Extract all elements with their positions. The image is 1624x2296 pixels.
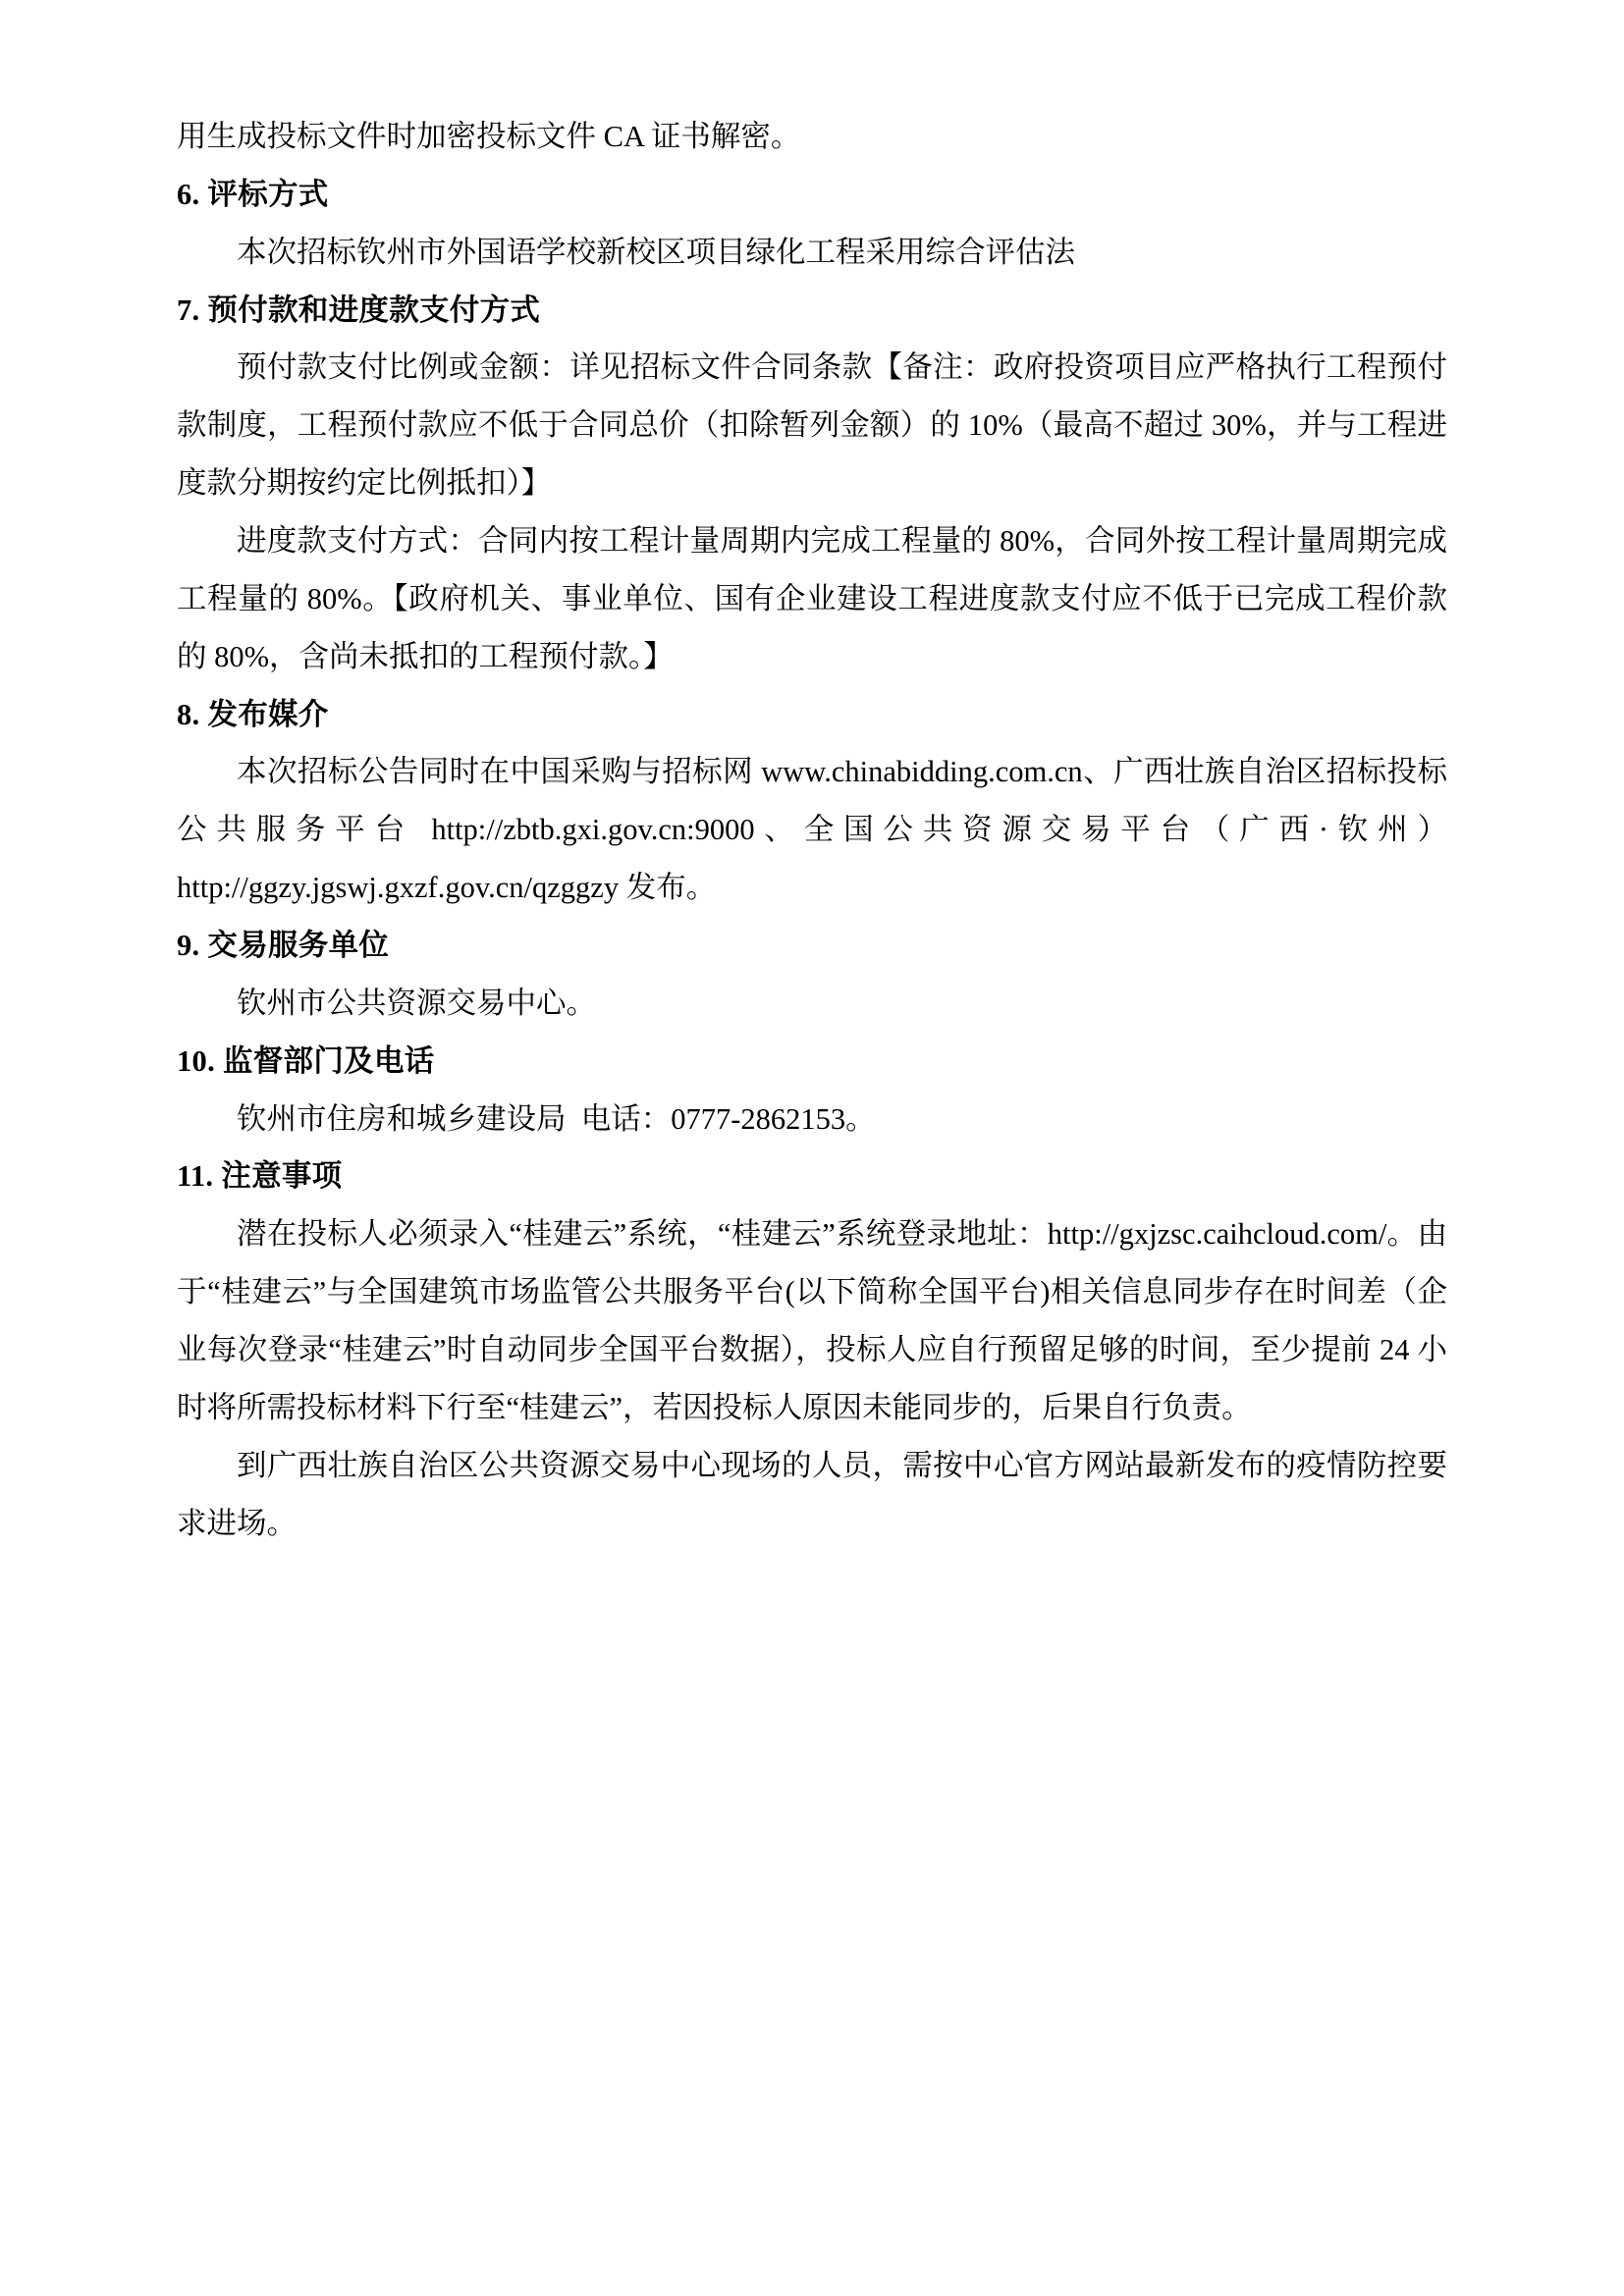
document-body [177,108,1447,1552]
heading-6-evaluation-method: 6. 评标方式 [177,177,329,211]
para-ca-decrypt: 用生成投标文件时加密投标文件 CA 证书解密。 [177,120,801,153]
heading-7-prepayment: 7. 预付款和进度款支付方式 [177,293,541,327]
para-supervision-department-body: 钦州市住房和城乡建设局 电话：0777-2862153。 [237,1101,876,1136]
para-evaluation-method-body: 本次招标钦州市外国语学校新校区项目绿化工程采用综合评估法 [237,235,1075,269]
para-publishing-media-body: 本次招标公告同时在中国采购与招标网 www.chinabidding.com.cn、广西壮族自治区招标投标公共服务平台 http://zbtb.gxi.gov.cn:9000、全国公共资源交易平台（广西·钦州）http://ggzy.jgswj.gxzf.gov.cn/qzggzy 发布。 [177,755,1447,905]
heading-11-notes: 11. 注意事项 [177,1159,343,1194]
para-notes-guijianyun: 潜在投标人必须录入“桂建云”系统，“桂建云”系统登录地址：http://gxjzsc.caihcloud.com/。由于“桂建云”与全国建筑市场监管公共服务平台(以下简称全国平台)相关信息同步存在时间差（企业每次登录“桂建云”时自动同步全国平台数据），投标人应自行预留足够的时间，至少提前 24 小时将所需投标材料下行至“桂建云”，若因投标人原因未能同步的，后果自行负责。 [177,1217,1447,1424]
heading-10-supervision-department: 10. 监督部门及电话 [177,1043,435,1078]
heading-8-publishing-media: 8. 发布媒介 [177,697,329,731]
para-progress-payment: 进度款支付方式：合同内按工程计量周期内完成工程量的 80%，合同外按工程计量周期完成工程量的 80%。【政府机关、事业单位、国有企业建设工程进度款支付应不低于已完成工程价款的 80%，含尚未抵扣的工程预付款。】 [177,524,1447,673]
para-notes-epidemic-control: 到广西壮族自治区公共资源交易中心现场的人员，需按中心官方网站最新发布的疫情防控要求进场。 [177,1448,1447,1540]
para-trading-service-unit-body: 钦州市公共资源交易中心。 [237,986,596,1020]
para-prepayment-ratio: 预付款支付比例或金额：详见招标文件合同条款【备注：政府投资项目应严格执行工程预付款制度，工程预付款应不低于合同总价（扣除暂列金额）的 10%（最高不超过 30%，并与工程进度款分期按约定比例抵扣）】 [177,350,1447,501]
heading-9-trading-service-unit: 9. 交易服务单位 [177,929,390,963]
